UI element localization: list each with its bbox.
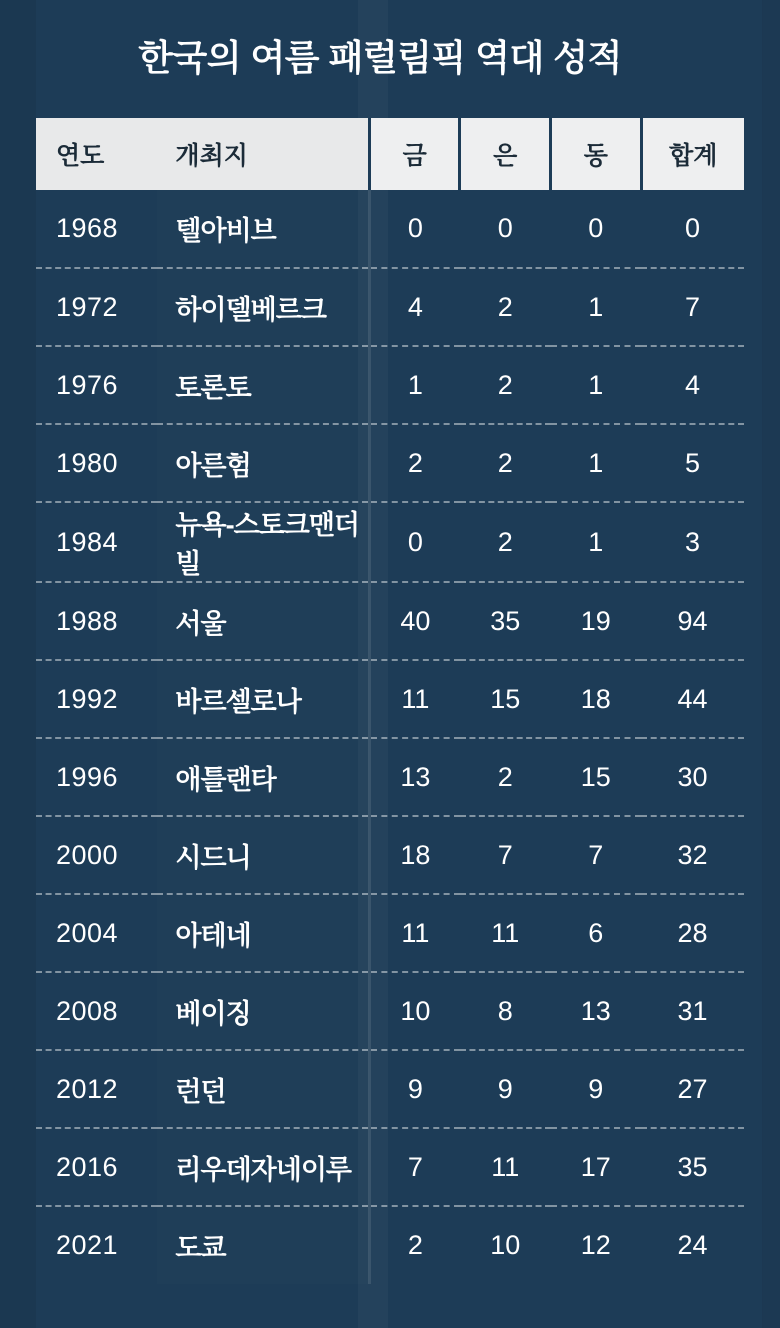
column-header-silver: 은 [460, 118, 551, 190]
column-header-host: 개최지 [157, 118, 369, 190]
cell-year: 2008 [36, 972, 157, 1050]
cell-silver: 10 [490, 1230, 521, 1260]
cell-silver: 2 [460, 424, 551, 502]
cell-total: 32 [641, 816, 744, 894]
cell-bronze: 18 [551, 660, 642, 738]
cell-host: 서울 [157, 582, 369, 660]
cell-year: 1968 [36, 190, 157, 268]
table-row [36, 424, 744, 502]
cell-bronze: 19 [551, 582, 642, 660]
cell-year: 1988 [36, 582, 157, 660]
table-row [36, 894, 744, 972]
cell-silver: 2 [460, 738, 551, 816]
table-row [36, 190, 744, 268]
page-title: 한국의 여름 패럴림픽 역대 성적 [138, 37, 622, 78]
cell-year: 1976 [36, 346, 157, 424]
cell-silver: 35 [460, 582, 551, 660]
cell-bronze: 12 [580, 1230, 611, 1260]
cell-host: 도쿄 [175, 1233, 226, 1263]
cell-host: 텔아비브 [157, 190, 369, 268]
cell-host: 베이징 [157, 972, 369, 1050]
cell-silver: 11 [460, 894, 551, 972]
cell-host: 런던 [157, 1050, 369, 1128]
cell-gold: 13 [369, 738, 460, 816]
cell-bronze: 15 [551, 738, 642, 816]
cell-total: 28 [641, 894, 744, 972]
column-header-year: 연도 [36, 118, 157, 190]
cell-year: 2004 [36, 894, 157, 972]
cell-year: 1980 [36, 424, 157, 502]
cell-silver: 0 [460, 190, 551, 268]
table-row [36, 582, 744, 660]
table-row [36, 1128, 744, 1206]
cell-year: 1992 [36, 660, 157, 738]
table-row [36, 346, 744, 424]
cell-silver: 7 [460, 816, 551, 894]
cell-host: 아른험 [157, 424, 369, 502]
cell-host: 바르셀로나 [157, 660, 369, 738]
medal-table [36, 118, 744, 1284]
cell-bronze: 1 [551, 346, 642, 424]
table-row [36, 972, 744, 1050]
cell-silver: 2 [460, 346, 551, 424]
cell-year: 1996 [36, 738, 157, 816]
cell-bronze: 6 [551, 894, 642, 972]
cell-bronze: 0 [551, 190, 642, 268]
background-band-right [762, 0, 780, 1328]
cell-silver: 8 [460, 972, 551, 1050]
cell-silver: 2 [460, 268, 551, 346]
background-band-left [0, 0, 36, 1328]
cell-gold: 40 [369, 582, 460, 660]
cell-total: 7 [641, 268, 744, 346]
table-row [36, 1206, 744, 1284]
table-row [36, 660, 744, 738]
cell-total: 30 [641, 738, 744, 816]
cell-bronze: 1 [551, 424, 642, 502]
cell-total: 27 [641, 1050, 744, 1128]
cell-gold: 9 [369, 1050, 460, 1128]
table-row [36, 1050, 744, 1128]
cell-total: 3 [641, 502, 744, 582]
cell-year: 2000 [36, 816, 157, 894]
cell-total: 44 [641, 660, 744, 738]
cell-gold: 1 [369, 346, 460, 424]
cell-year: 1972 [36, 268, 157, 346]
cell-year: 2016 [36, 1128, 157, 1206]
cell-host: 하이델베르크 [157, 268, 369, 346]
cell-year: 2012 [36, 1050, 157, 1128]
cell-host: 시드니 [157, 816, 369, 894]
cell-total: 94 [641, 582, 744, 660]
cell-gold: 10 [369, 972, 460, 1050]
cell-host: 뉴욕-스토크맨더빌 [157, 502, 369, 582]
cell-silver: 9 [460, 1050, 551, 1128]
cell-silver: 15 [460, 660, 551, 738]
cell-gold: 18 [369, 816, 460, 894]
cell-total: 24 [677, 1230, 708, 1260]
cell-bronze: 1 [551, 268, 642, 346]
cell-bronze: 1 [551, 502, 642, 582]
cell-total: 35 [641, 1128, 744, 1206]
cell-host: 애틀랜타 [157, 738, 369, 816]
cell-bronze: 9 [551, 1050, 642, 1128]
table-row [36, 268, 744, 346]
table-row [36, 502, 744, 582]
cell-gold: 2 [369, 1206, 460, 1284]
medal-table-container [36, 118, 744, 1284]
cell-gold: 2 [369, 424, 460, 502]
column-header-gold: 금 [369, 118, 460, 190]
column-header-total: 합계 [641, 118, 744, 190]
table-row [36, 816, 744, 894]
column-header-bronze: 동 [551, 118, 642, 190]
cell-bronze: 13 [551, 972, 642, 1050]
table-header-row [36, 118, 744, 190]
cell-gold: 0 [369, 502, 460, 582]
cell-gold: 0 [369, 190, 460, 268]
table-header [36, 118, 744, 190]
cell-total: 0 [641, 190, 744, 268]
cell-bronze: 7 [551, 816, 642, 894]
cell-silver: 2 [460, 502, 551, 582]
cell-host: 토론토 [157, 346, 369, 424]
table-row [36, 738, 744, 816]
cell-year: 2021 [56, 1230, 119, 1260]
cell-total: 5 [641, 424, 744, 502]
cell-host: 리우데자네이루 [157, 1128, 369, 1206]
cell-silver: 11 [460, 1128, 551, 1206]
cell-gold: 11 [369, 894, 460, 972]
cell-gold: 7 [369, 1128, 460, 1206]
table-body [36, 190, 744, 1284]
cell-host: 아테네 [157, 894, 369, 972]
cell-gold: 11 [369, 660, 460, 738]
cell-total: 31 [641, 972, 744, 1050]
cell-bronze: 17 [551, 1128, 642, 1206]
cell-year: 1984 [36, 502, 157, 582]
cell-gold: 4 [369, 268, 460, 346]
cell-total: 4 [641, 346, 744, 424]
